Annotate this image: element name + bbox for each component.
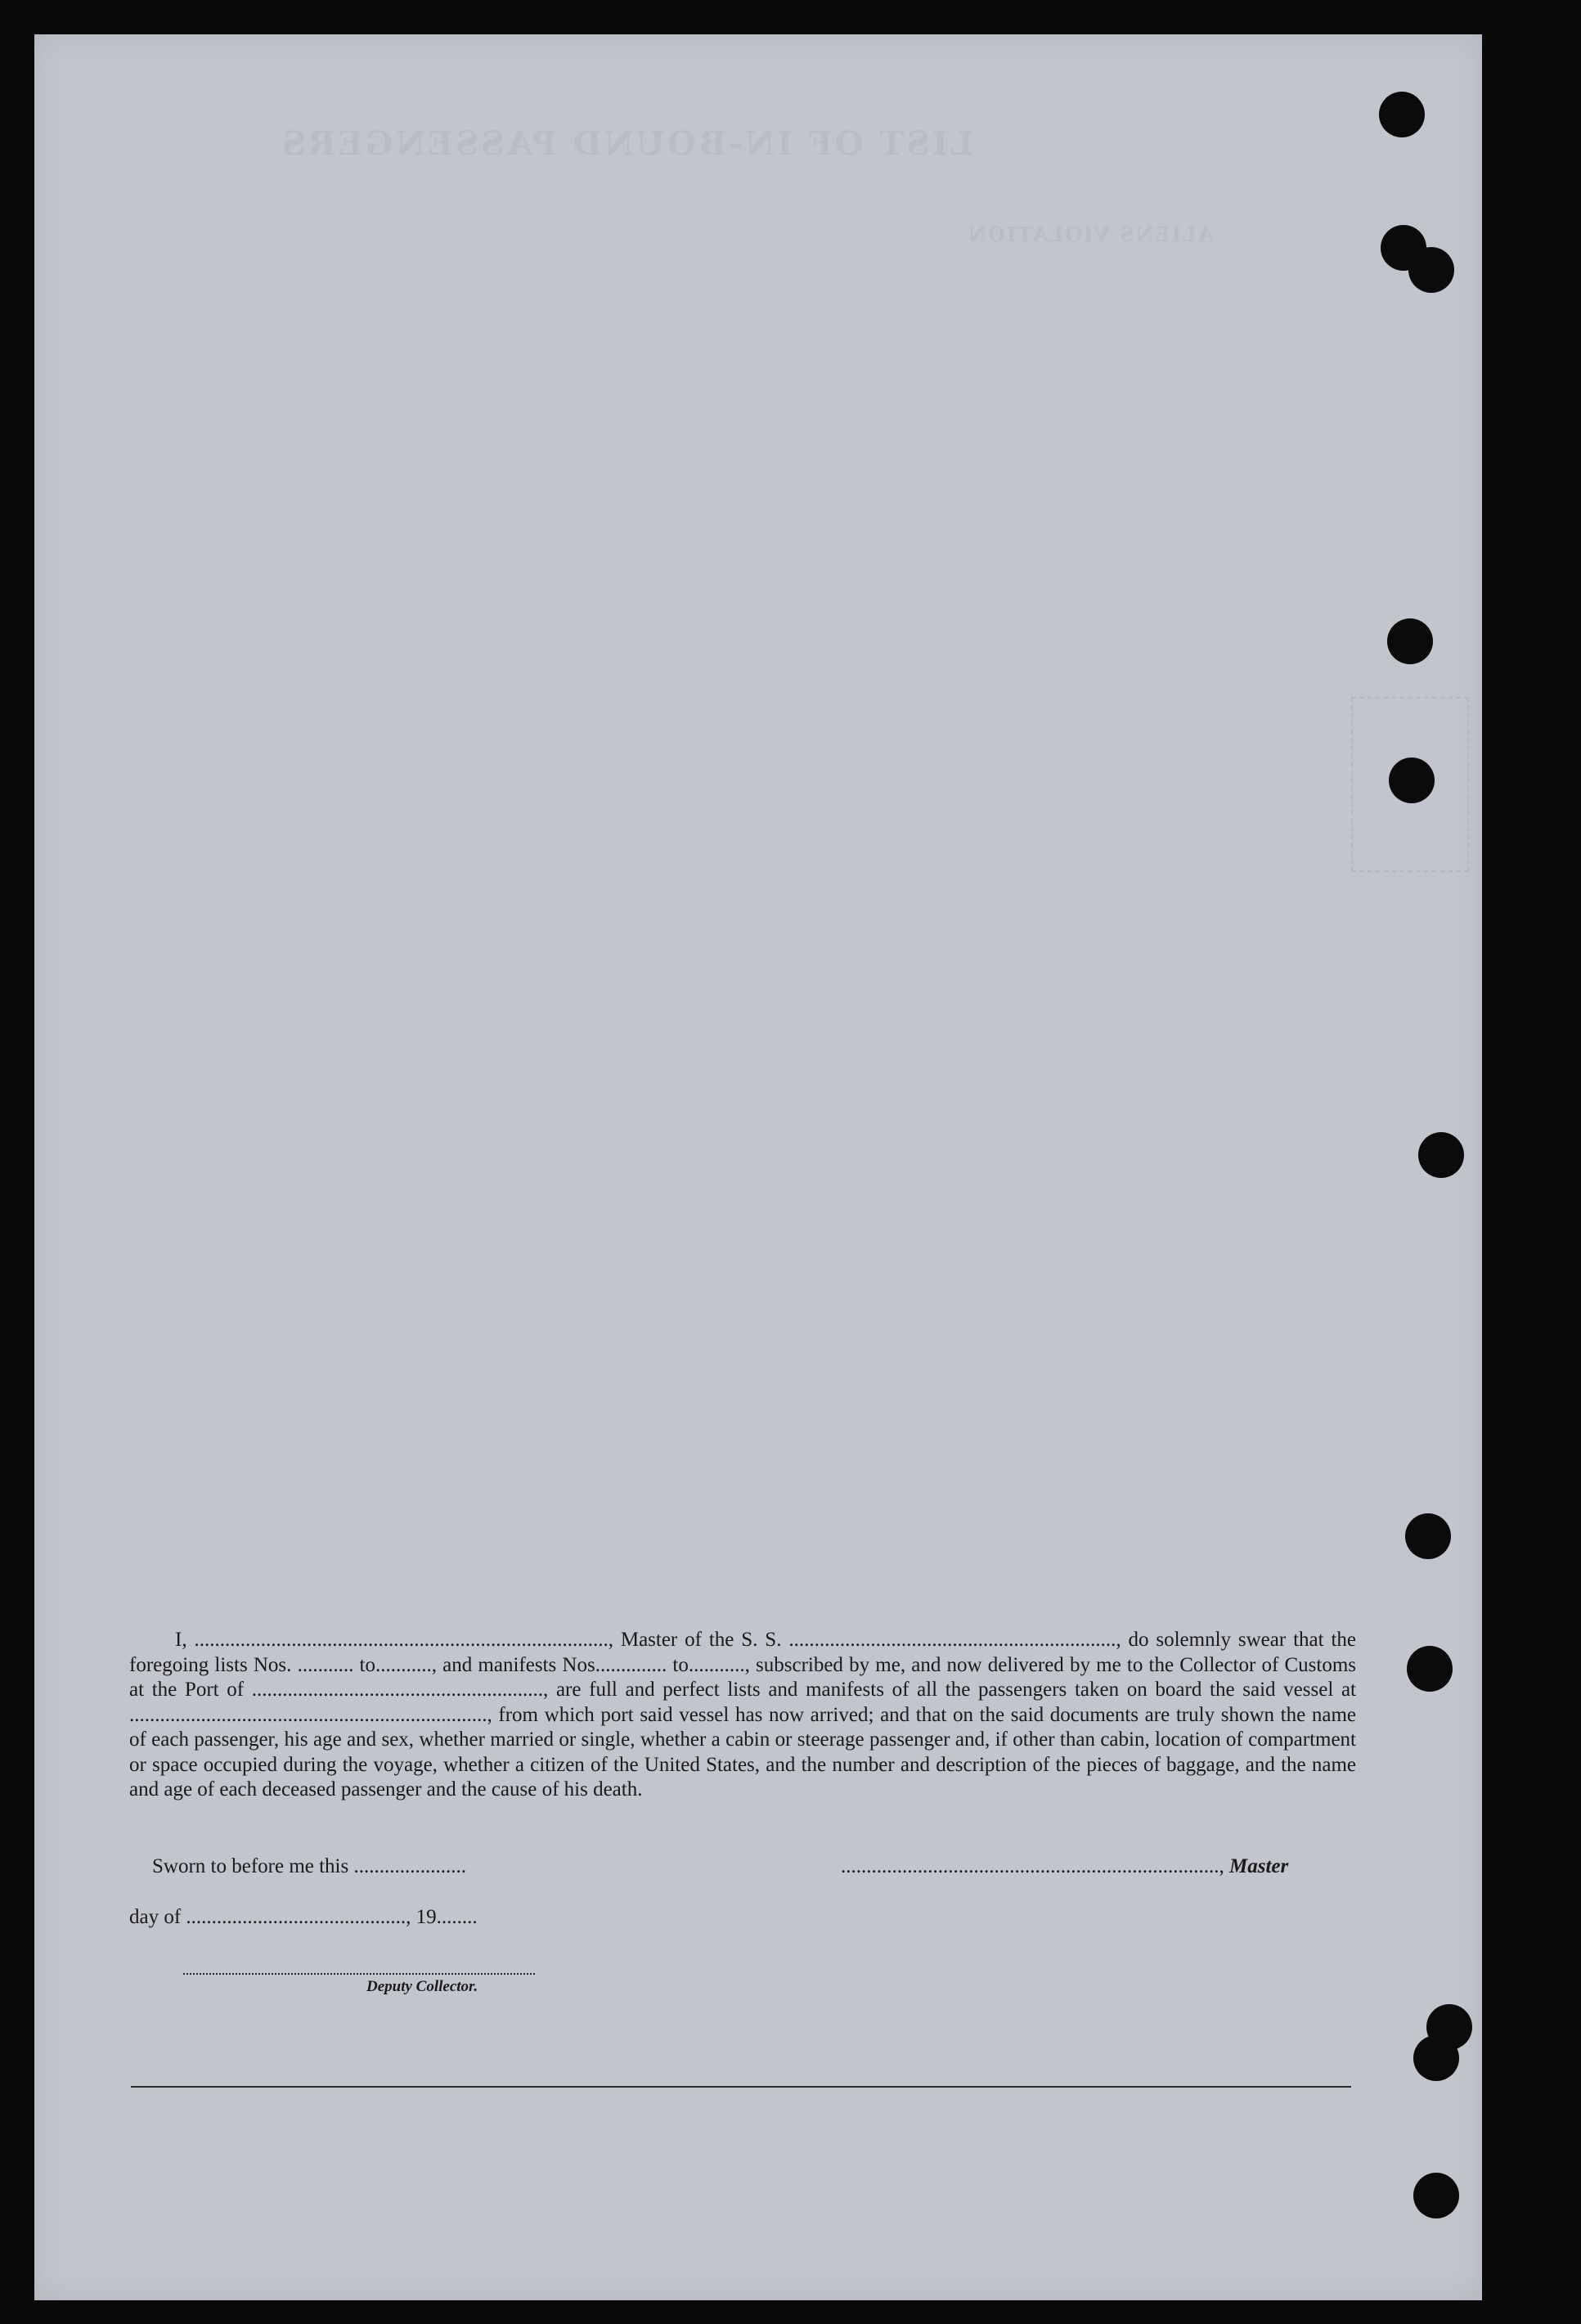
deputy-collector-label: Deputy Collector. (366, 1978, 478, 1995)
faded-backprint-heading: ALIENS VIOLATION (967, 223, 1214, 246)
bottom-divider (131, 2086, 1351, 2088)
document-page (34, 34, 1482, 2300)
punch-hole-icon (1408, 247, 1454, 293)
master-oath-declaration: I, ................................................................................., Master of the S. S. ................................................................, do solemnly swear that the foregoing lists Nos. ........... to..........., and manifests Nos.............. to..........., subscribed by me, and now delivered by me to the Collector of Customs at the Port of ........................................................., are full and perfect lists and manifests of all the passengers taken on board the said vessel at ......................................................................, from which port said vessel has now arrived; and that on the said documents are truly shown the name of each passenger, his age and sex, whether married or single, whether a cabin or steerage passenger and, if other than cabin, location of compartment or space occupied during the voyage, whether a citizen of the United States, and the number and description of the pieces of baggage, and the name and age of each deceased passenger and the cause of his death. (129, 1629, 1356, 1800)
day-of-line: day of ..........................................., 19........ (129, 1906, 478, 1928)
punch-hole-icon (1413, 2173, 1459, 2218)
punch-hole-icon (1387, 618, 1433, 664)
master-label: Master (1229, 1855, 1289, 1877)
punch-hole-icon (1413, 2035, 1459, 2081)
master-signature-line (841, 1855, 1288, 1878)
master-signature-blank: .........................................................................., (841, 1855, 1224, 1877)
punch-hole-icon (1407, 1646, 1453, 1692)
punch-hole-icon (1418, 1132, 1464, 1178)
deputy-collector-signature-line (183, 1973, 535, 1975)
sworn-before-line: Sworn to before me this ...................... (152, 1855, 466, 1877)
punch-hole-icon (1389, 757, 1435, 803)
punch-hole-icon (1379, 92, 1425, 137)
punch-hole-icon (1405, 1513, 1451, 1559)
faded-backprint-title: LIST OF IN-BOUND PASSENGERS (280, 124, 973, 163)
